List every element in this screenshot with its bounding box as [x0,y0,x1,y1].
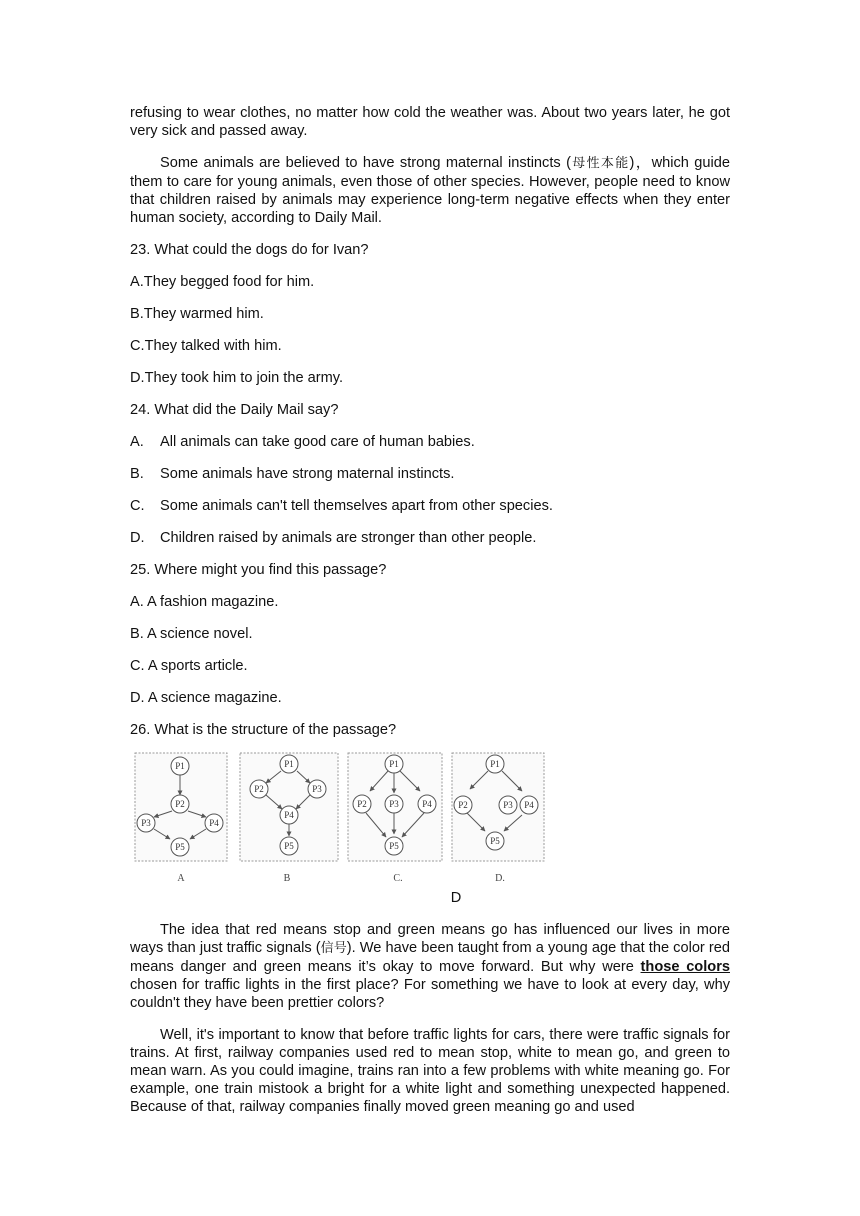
node-label: P3 [389,799,399,809]
node-label: P1 [284,759,294,769]
option-text: Some animals have strong maternal instincts. [160,466,455,482]
node-label: P5 [389,841,399,851]
option-letter: A. [130,434,144,450]
structure-diagrams [130,751,730,891]
node-label: P2 [254,784,264,794]
question-23: 23. What could the dogs do for Ivan? [130,242,369,258]
paragraph-text: The idea that red means stop and green means go has influenced our lives in more ways than just traffic signals ( [130,922,730,956]
option-text: Some animals can't tell themselves apart from other species. [160,498,553,514]
node-label: P5 [175,842,185,852]
node-label: P4 [524,800,534,810]
structure-diagram-d [450,751,546,891]
option-letter: C. [130,498,145,514]
q24-option-b [130,465,730,483]
q23-option-b: B.They warmed him. [130,306,264,322]
q25-option-a: A. A fashion magazine. [130,594,279,610]
node-label: P5 [490,836,500,846]
paragraph-text: ). We have been taught from a young age that the color red means danger and green means it’s okay to move forward. But why were [130,940,730,975]
q25-option-b: B. A science novel. [130,626,253,642]
structure-diagram-b [238,751,342,891]
structure-diagram-a [132,751,228,891]
document-page [130,104,730,1116]
q23-option-d: D.They took him to join the army. [130,370,344,386]
node-label: P4 [209,818,219,828]
node-label: P3 [503,800,513,810]
chinese-gloss: 母性本能 [570,156,630,171]
top-paragraph: refusing to wear clothes, no matter how cold the weather was. About two years later, he got very sick and passed away. [130,105,730,139]
paragraph-train-signals: Well, it's important to know that before traffic lights for cars, there were traffic signals for trains. At first, railway companies used red to mean stop, white to mean go, and green to mean warn. As you could imagine, trains ran into a few problems with white meaning go. For example, one train mistook a bright for a white light and something unexpected happened. Because of that, railway companies finally moved green meaning go and used [130,1027,730,1115]
node-label: P4 [284,810,294,820]
chinese-gloss: 信号 [320,941,347,956]
section-letter: D [450,890,462,906]
option-text: All animals can take good care of human babies. [160,434,475,450]
structure-diagram-c [346,751,444,891]
paragraph-text: )，which guide them to care for young animals, even those of other species. However, people need to know that children raised by animals may experience long-term negative effects when they enter human society, according to Daily Mail. [130,155,730,226]
paragraph-red-green [130,921,730,1012]
q23-option-a: A.They begged food for him. [130,274,315,290]
question-25: 25. Where might you find this passage? [130,562,387,578]
figure-label-b: B [283,873,291,884]
paragraph-text: Some animals are believed to have strong maternal instincts ( [160,155,571,171]
option-letter: B. [130,466,144,482]
q24-option-c [130,497,730,515]
figure-label-a: A [177,873,185,884]
figure-label-d: D. [495,873,505,884]
q24-option-d [130,529,730,547]
node-label: P1 [175,761,185,771]
paragraph-text: chosen for traffic lights in the first place? For something we have to look at every day, why couldn't they have been prettier colors? [130,977,730,1011]
node-label: P3 [312,784,322,794]
node-label: P2 [175,799,185,809]
node-label: P2 [357,799,367,809]
figure-label-c: C. [393,873,403,884]
option-letter: D. [130,530,145,546]
q23-option-c: C.They talked with him. [130,338,282,354]
question-24: 24. What did the Daily Mail say? [130,402,339,418]
node-label: P5 [284,841,294,851]
paragraph-maternal-instincts [130,154,730,227]
q25-option-c: C. A sports article. [130,658,248,674]
node-label: P1 [490,759,500,769]
node-label: P2 [458,800,468,810]
question-26: 26. What is the structure of the passage? [130,722,397,738]
underlined-phrase: those colors [640,959,730,975]
node-label: P3 [141,818,151,828]
node-label: P4 [422,799,432,809]
q25-option-d: D. A science magazine. [130,690,282,706]
node-label: P1 [389,759,399,769]
q24-option-a [130,433,730,451]
option-text: Children raised by animals are stronger than other people. [160,530,537,546]
